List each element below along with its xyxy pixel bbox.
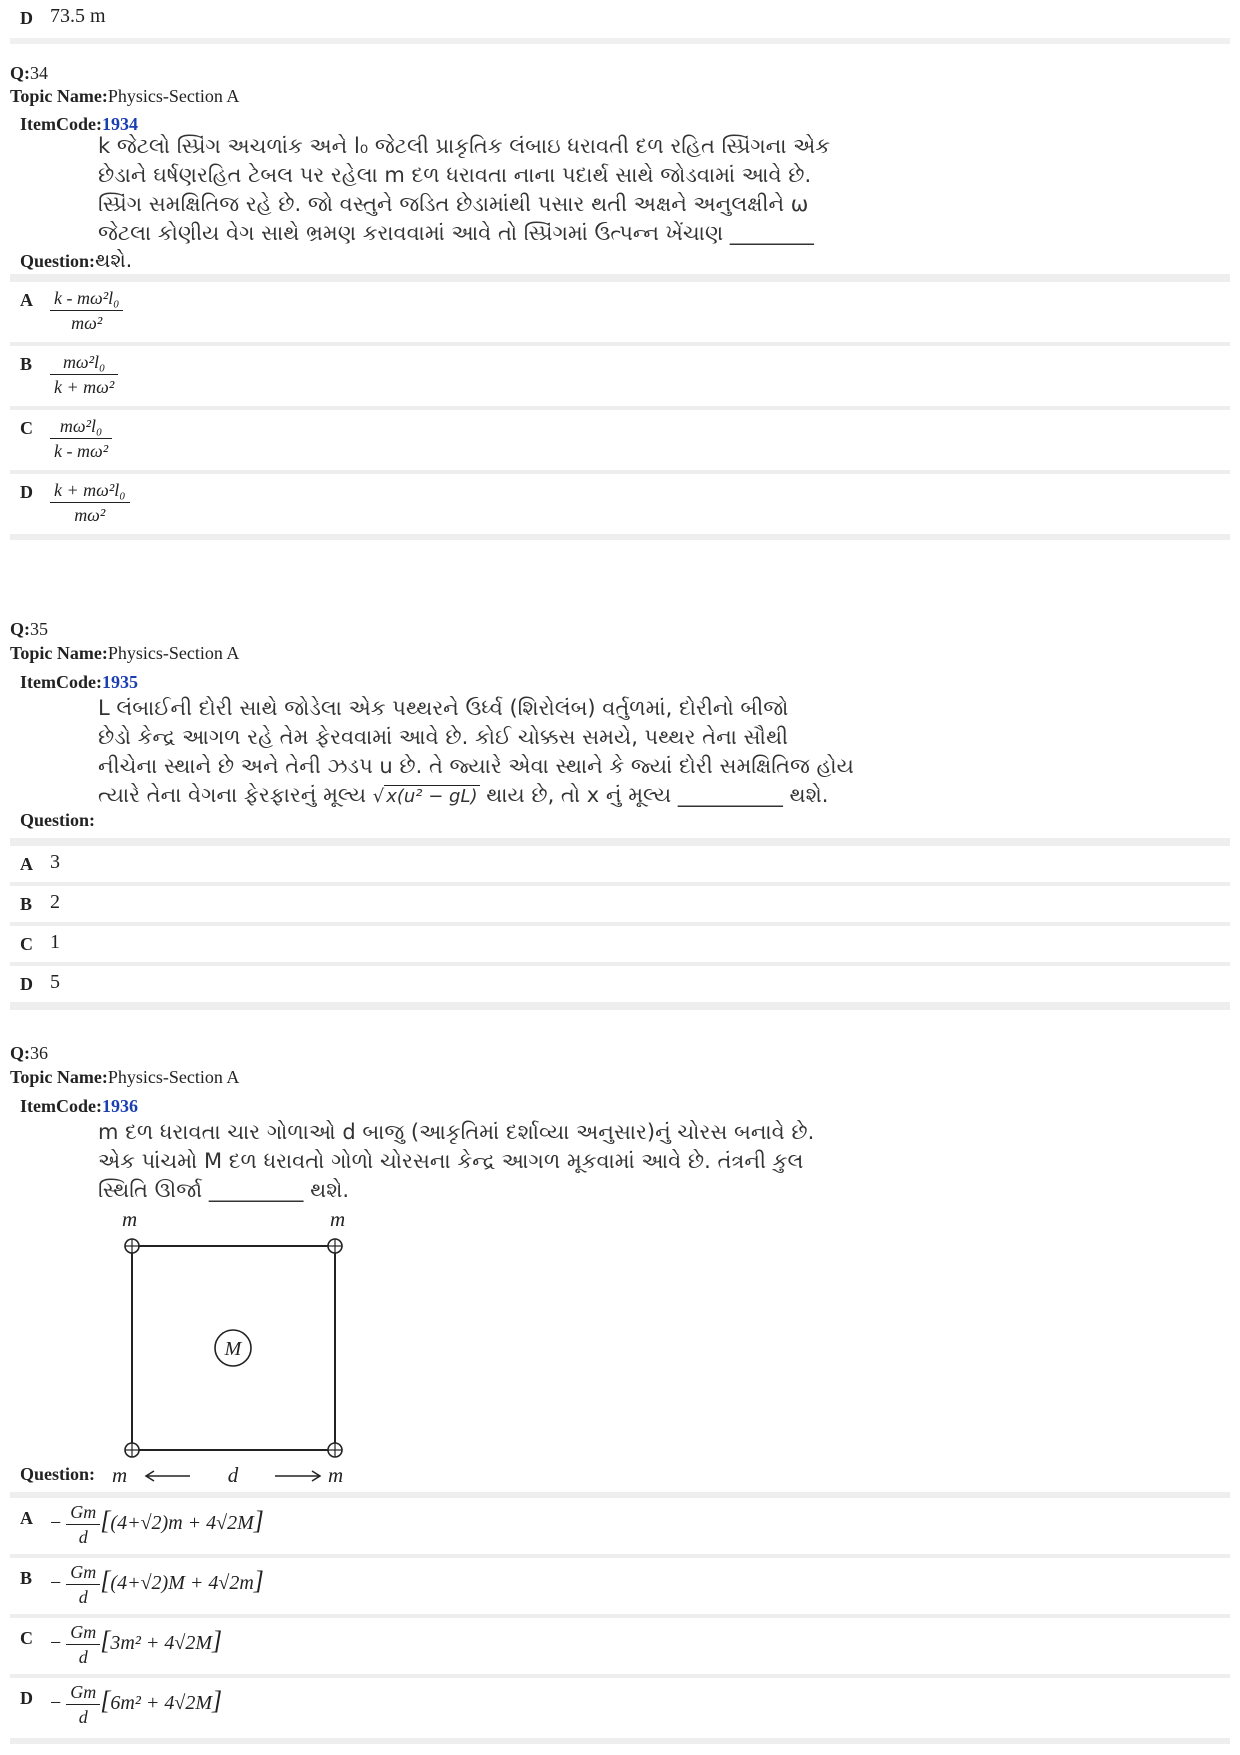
option-value: − $\frac{Gm}{d}$ [3m² + 4√2M] — [50, 1622, 223, 1667]
question-number: Q:35 — [10, 619, 48, 639]
center-mass-label: M — [224, 1338, 242, 1360]
question-stem — [10, 110, 1230, 274]
mass-label-top-left: m — [122, 1210, 138, 1231]
option-a[interactable] — [10, 1498, 1230, 1554]
question-label: Question: — [20, 810, 96, 830]
mass-label-top-right: m — [330, 1210, 346, 1231]
option-value: 2 — [50, 891, 60, 913]
question-label: Question: — [20, 1464, 96, 1484]
option-a[interactable] — [10, 846, 1230, 882]
option-d[interactable] — [10, 1678, 1230, 1738]
option-letter: A — [20, 290, 33, 310]
question-card — [10, 668, 1230, 1010]
option-c[interactable] — [10, 1618, 1230, 1674]
question-text: k જેટલો સ્પ્રિંગ અચળાંક અને l₀ જેટલી પ્રાકૃતિક લંબાઇ ધરાવતી દળ રહિત સ્પ્રિંગના એક છેડાને ઘર્ષણરહિત ટેબલ પર રહેલા m દળ ધરાવતા નાના પદાર્થ સાથે જોડવામાં આવે છે. સ્પ્રિંગ સમક્ષિતિજ રહે છે. જો વસ્તુને જડિત છેડામાંથી પસાર થતી અક્ષને અનુલક્ષીને ω જેટલા કોણીય વેગ સાથે ભ્રમણ કરાવવામાં આવે તો સ્પ્રિંગમાં ઉત્પન્ન ખેંચાણ ________ — [98, 134, 831, 245]
option-value: $\frac{\text{k - mω²l₀}}{\text{mω²}}$ — [50, 286, 123, 335]
topic-name: Topic Name:Physics-Section A — [10, 86, 240, 106]
question-card — [10, 110, 1230, 540]
option-c[interactable] — [10, 410, 1230, 470]
option-a[interactable] — [10, 282, 1230, 342]
mass-label-bottom-right: m — [328, 1463, 344, 1487]
option-value: 5 — [50, 971, 60, 993]
option-value: 73.5 m — [50, 5, 106, 27]
option-value: $\frac{\text{mω²l₀}}{\text{k - mω²}}$ — [50, 414, 112, 463]
question-text: L લંબાઈની દોરી સાથે જોડેલા એક પથ્થરને ઉર્ધ્વ (શિરોલંબ) વર્તુળમાં, દોરીનો બીજો છેડો કેન્દ્ર આગળ રહે તેમ ફેરવવામાં આવે છે. કોઈ ચોક્કસ સમયે, પથ્થર તેના સૌથી નીચેના સ્થાને છે અને તેની ઝડપ u છે. તે જ્યારે એવા સ્થાને કે જ્યાં દોરી સમક્ષિતિજ હોય ત્યારે તેના વેગના ફેરફારનું મૂલ્ય √ x(u² − gL) થાય છે, તો x નું મૂલ્ય __________ થશે. — [98, 696, 854, 807]
option-letter: D — [20, 8, 33, 28]
item-code: ItemCode:1936 — [20, 1096, 138, 1116]
option-letter: D — [20, 1688, 33, 1708]
option-b[interactable] — [10, 886, 1230, 922]
option-c[interactable] — [10, 926, 1230, 962]
option-d[interactable] — [10, 474, 1230, 534]
square-masses-diagram — [100, 1210, 380, 1492]
option-value: − $\frac{Gm}{d}$ [(4+√2)m + 4√2M] — [50, 1502, 264, 1547]
option-d[interactable] — [10, 966, 1230, 1002]
question-card — [10, 1092, 1230, 1744]
option-letter: C — [20, 418, 33, 438]
option-letter: D — [20, 482, 33, 502]
option-letter: B — [20, 354, 33, 374]
option-value: − $\frac{Gm}{d}$ [(4+√2)M + 4√2m] — [50, 1562, 264, 1607]
question-number: Q:36 — [10, 1043, 48, 1063]
mass-label-bottom-left: m — [112, 1463, 128, 1487]
question-number: Q:34 — [10, 63, 48, 83]
option-row — [10, 0, 1230, 38]
option-letter: A — [20, 1508, 33, 1528]
item-code: ItemCode:1935 — [20, 672, 138, 692]
item-code: ItemCode:1934 — [20, 114, 138, 134]
option-value: 1 — [50, 931, 60, 953]
option-b[interactable] — [10, 346, 1230, 406]
prev-option-card — [10, 0, 1230, 44]
option-value: − $\frac{Gm}{d}$ [6m² + 4√2M] — [50, 1682, 223, 1727]
option-value: $\frac{\text{mω²l₀}}{\text{k + mω²}}$ — [50, 350, 118, 399]
option-letter: A — [20, 854, 33, 874]
topic-name: Topic Name:Physics-Section A — [10, 643, 240, 663]
option-b[interactable] — [10, 1558, 1230, 1614]
option-value: $\frac{\text{k + mω²l₀}}{\text{mω²}}$ — [50, 478, 130, 527]
question-stem — [10, 668, 1230, 838]
question-stem — [10, 1092, 1230, 1492]
option-letter: B — [20, 1568, 33, 1588]
option-letter: B — [20, 894, 33, 914]
topic-name: Topic Name:Physics-Section A — [10, 1067, 240, 1087]
option-value: 3 — [50, 851, 60, 873]
side-length-label: d — [227, 1463, 239, 1487]
question-text: m દળ ધરાવતા ચાર ગોળાઓ d બાજુ (આકૃતિમાં દર્શાવ્યા અનુસાર)નું ચોરસ બનાવે છે. એક પાંચમો M દળ ધરાવતો ગોળો ચોરસના કેન્દ્ર આગળ મૂકવામાં આવે છે. તંત્રની કુલ સ્થિતિ ઊર્જા _________ થશે. — [98, 1120, 815, 1202]
option-letter: D — [20, 974, 33, 994]
question-label: Question:થશે. — [20, 248, 133, 272]
option-letter: C — [20, 1628, 33, 1648]
option-letter: C — [20, 934, 33, 954]
